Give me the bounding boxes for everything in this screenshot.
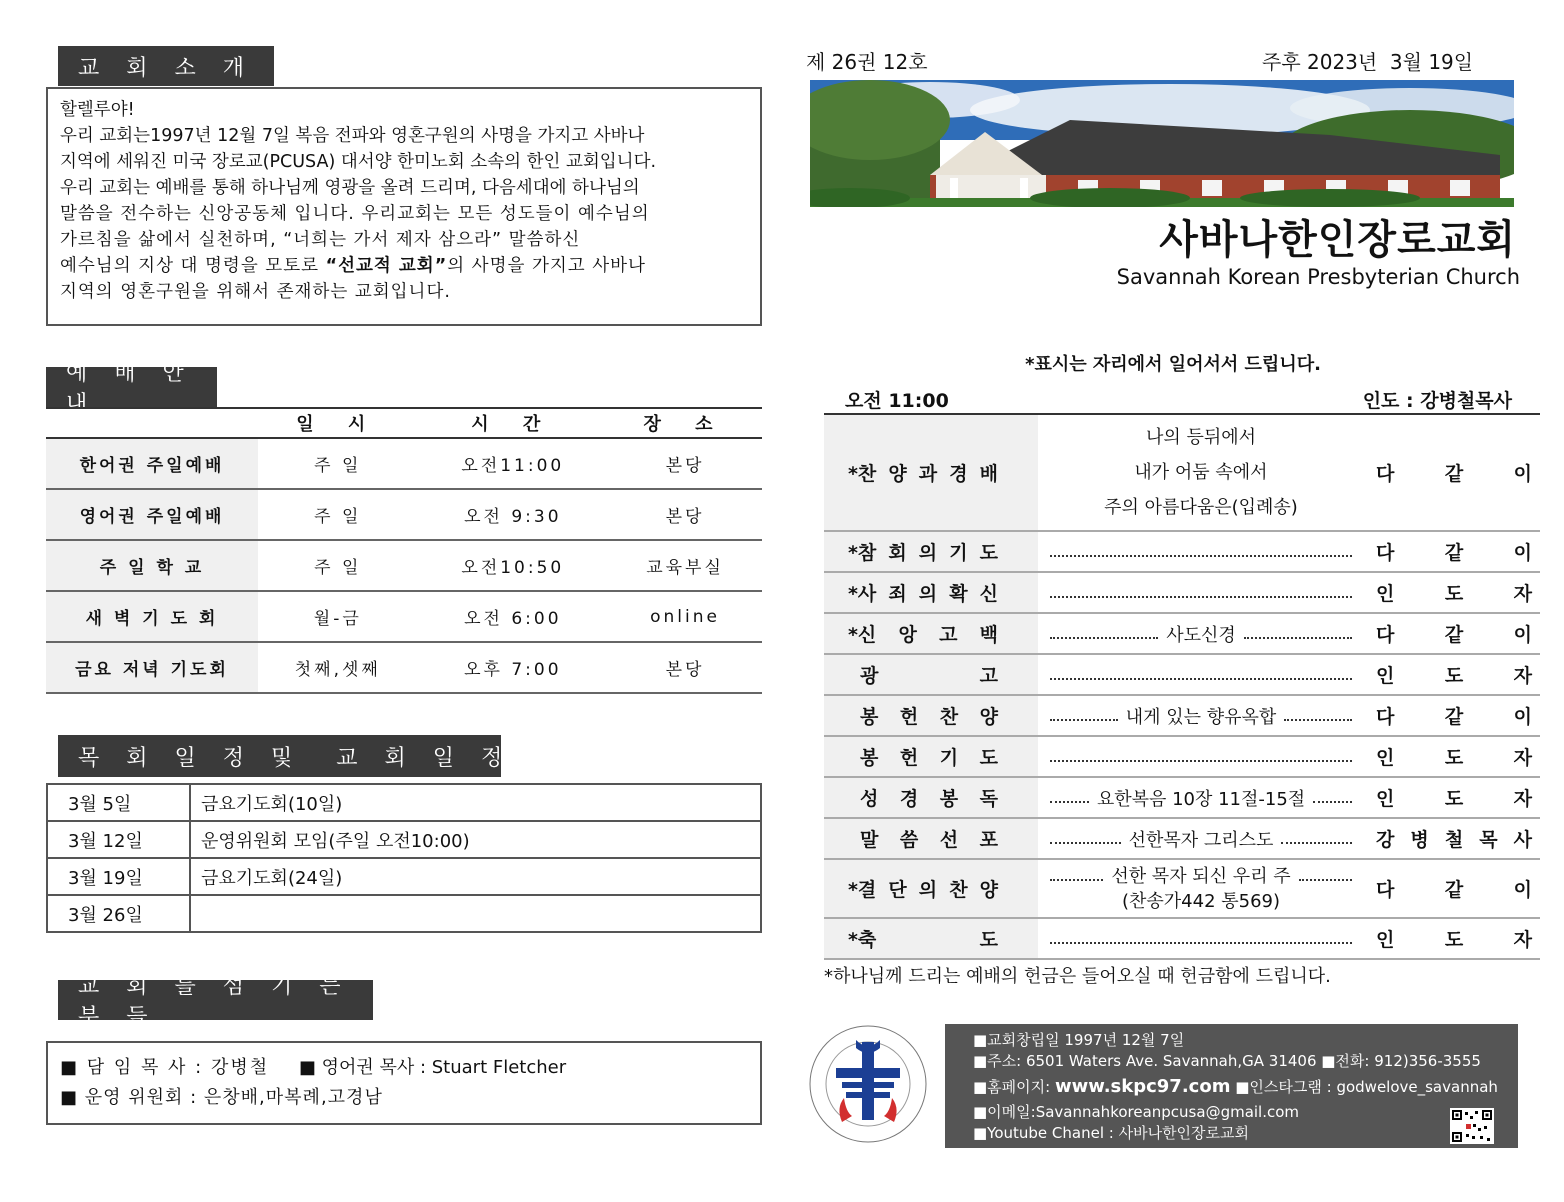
worship-name: 금요 저녁 기도회: [46, 642, 258, 693]
youtube-channel: ■Youtube Chanel : 사바나한인장로교회: [973, 1124, 1250, 1142]
worship-heading: 예 배 안 내: [46, 367, 217, 407]
church-name-korean: 사바나한인장로교회: [1159, 217, 1516, 263]
worship-place: 본당: [608, 489, 762, 540]
schedule-event: 운영위원회 모임(주일 오전10:00): [190, 821, 761, 858]
worship-time: 오전10:50: [418, 540, 609, 591]
email[interactable]: ■이메일:Savannahkoreanpcusa@gmail.com: [973, 1103, 1300, 1121]
worship-day: 첫째,셋째: [258, 642, 418, 693]
church-info-box: [945, 1024, 1518, 1148]
order-text: [1038, 918, 1364, 959]
worship-name: 주 일 학 교: [46, 540, 258, 591]
order-row: [824, 531, 1540, 572]
order-item: 봉 헌 찬 양: [824, 695, 1038, 736]
order-text: 사도신경: [1038, 613, 1364, 654]
homepage-instagram: ■홈페이지: www.skpc97.com ■인스타그램 : godwelove_savannah: [973, 1076, 1498, 1097]
servants-box: [46, 1041, 762, 1125]
intro-line: 가르침을 삶에서 실천하며, “너희는 가서 제자 삼으라” 말씀하신: [60, 230, 581, 250]
order-text: 요한복음 10장 11절-15절: [1038, 777, 1364, 818]
order-who: 다 같 이: [1364, 859, 1540, 918]
schedule-row: [47, 784, 761, 821]
order-who: 인 도 자: [1364, 572, 1540, 613]
order-row-praise: [824, 414, 1540, 531]
order-item: *찬 양 과 경 배: [824, 414, 1038, 531]
mission-emphasis: “선교적 교회”: [325, 256, 448, 276]
address-phone: ■주소: 6501 Waters Ave. Savannah,GA 31406 ■전화: 912)356-3555: [973, 1052, 1481, 1070]
order-row: [824, 613, 1540, 654]
order-item: 봉 헌 기 도: [824, 736, 1038, 777]
order-of-worship-table: [824, 413, 1540, 960]
service-leader: 인도 : 강병철목사: [1362, 390, 1512, 412]
order-who: 다 같 이: [1364, 695, 1540, 736]
order-item: *참 회 의 기 도: [824, 531, 1038, 572]
stand-note: *표시는 자리에서 일어서서 드립니다.: [1025, 354, 1321, 375]
issue-number: 제 26권 12호: [806, 50, 928, 74]
founded-date: ■교회창립일 1997년 12월 7일: [973, 1031, 1185, 1049]
praise-songs: [1038, 414, 1364, 531]
order-row: [824, 818, 1540, 859]
intro-line: 지역의 영혼구원을 위해서 존재하는 교회입니다.: [60, 282, 451, 302]
homepage-link[interactable]: www.skpc97.com: [1054, 1076, 1231, 1097]
schedule-row: [47, 895, 761, 932]
church-building-photo: [810, 80, 1514, 207]
order-who: 다 같 이: [1364, 531, 1540, 572]
worship-name: 한어권 주일예배: [46, 438, 258, 489]
order-row: [824, 859, 1540, 918]
schedule-row: [47, 821, 761, 858]
worship-day: 주 일: [258, 489, 418, 540]
order-item: *신 앙 고 백: [824, 613, 1038, 654]
servants-heading: 교 회 를 섬 기 는 분 들: [58, 980, 373, 1020]
order-row: [824, 918, 1540, 959]
worship-day: 월-금: [258, 591, 418, 642]
song: 내가 어둠 속에서: [1134, 462, 1268, 483]
worship-row: [46, 489, 762, 540]
order-item: *결 단 의 찬 양: [824, 859, 1038, 918]
order-item: 말 씀 선 포: [824, 818, 1038, 859]
intro-heading: 교 회 소 개: [58, 46, 274, 86]
worship-col-time: 시 간: [418, 408, 609, 438]
order-who: 다 같 이: [1364, 613, 1540, 654]
worship-time: 오전11:00: [418, 438, 609, 489]
worship-place: 본당: [608, 438, 762, 489]
order-who: 다 같 이: [1364, 414, 1540, 531]
schedule-table: [46, 783, 762, 933]
schedule-event: [190, 895, 761, 932]
schedule-date: 3월 5일: [47, 784, 190, 821]
worship-row: [46, 438, 762, 489]
order-who: 인 도 자: [1364, 736, 1540, 777]
offering-note: *하나님께 드리는 예배의 헌금은 들어오실 때 헌금함에 드립니다.: [824, 966, 1331, 987]
worship-place: online: [608, 591, 762, 642]
qr-code-icon: [1450, 1108, 1494, 1144]
order-row: [824, 695, 1540, 736]
worship-day: 주 일: [258, 438, 418, 489]
service-time: 오전 11:00: [845, 390, 949, 412]
schedule-heading: 목 회 일 정 및 교 회 일 정 안 내: [58, 735, 501, 777]
order-who: 인 도 자: [1364, 918, 1540, 959]
worship-place: 본당: [608, 642, 762, 693]
schedule-row: [47, 858, 761, 895]
order-item: 성 경 봉 독: [824, 777, 1038, 818]
song: 나의 등뒤에서: [1145, 427, 1257, 448]
schedule-event: 금요기도회(10일): [190, 784, 761, 821]
worship-row: [46, 591, 762, 642]
order-who: 인 도 자: [1364, 654, 1540, 695]
order-who: 인 도 자: [1364, 777, 1540, 818]
worship-col-day: 일 시: [258, 408, 418, 438]
schedule-event: 금요기도회(24일): [190, 858, 761, 895]
worship-name: 영어권 주일예배: [46, 489, 258, 540]
order-row: [824, 654, 1540, 695]
intro-box: [46, 87, 762, 326]
order-item: 광 고: [824, 654, 1038, 695]
committee: ■ 운영 위원회 : 은창배,마복례,고경남: [60, 1087, 383, 1108]
worship-name: 새 벽 기 도 회: [46, 591, 258, 642]
church-name-english: Savannah Korean Presbyterian Church: [1116, 265, 1520, 289]
order-text: [1038, 572, 1364, 613]
worship-day: 주 일: [258, 540, 418, 591]
worship-time: 오전 6:00: [418, 591, 609, 642]
intro-line: 예수님의 지상 대 명령을 모토로 “선교적 교회”의 사명을 가지고 사바나: [60, 256, 646, 276]
order-text: 선한 목자 되신 우리 주 (찬송가442 통569): [1038, 859, 1364, 918]
english-pastor: ■ 영어권 목사 : Stuart Fletcher: [298, 1057, 567, 1078]
worship-col-place: 장 소: [608, 408, 762, 438]
intro-line: 할렐루야!: [60, 100, 135, 120]
worship-table: [46, 407, 762, 694]
order-who: 강 병 철 목 사: [1364, 818, 1540, 859]
schedule-date: 3월 26일: [47, 895, 190, 932]
schedule-date: 3월 19일: [47, 858, 190, 895]
servants-line: [60, 1053, 748, 1083]
presbyterian-cross-logo-icon: [806, 1022, 930, 1146]
worship-row: [46, 540, 762, 591]
intro-line: 말씀을 전수하는 신앙공동체 입니다. 우리교회는 모든 성도들이 예수님의: [60, 204, 650, 224]
song: 주의 아름다움은(입례송): [1104, 497, 1298, 518]
order-row: [824, 572, 1540, 613]
order-text: [1038, 654, 1364, 695]
order-row: [824, 777, 1540, 818]
senior-pastor: ■ 담 임 목 사 : 강병철: [60, 1057, 270, 1078]
order-text: [1038, 531, 1364, 572]
intro-line: 우리 교회는 예배를 통해 하나님께 영광을 올려 드리며, 다음세대에 하나님의: [60, 178, 640, 198]
order-text: [1038, 736, 1364, 777]
worship-row: [46, 642, 762, 693]
schedule-date: 3월 12일: [47, 821, 190, 858]
order-item: *축 도: [824, 918, 1038, 959]
worship-col-blank: [46, 408, 258, 438]
worship-header-row: [46, 408, 762, 438]
order-text: 선한목자 그리스도: [1038, 818, 1364, 859]
worship-time: 오후 7:00: [418, 642, 609, 693]
order-row: [824, 736, 1540, 777]
bulletin-date: 주후 2023년 3월 19일: [1262, 50, 1474, 74]
worship-time: 오전 9:30: [418, 489, 609, 540]
intro-line: 지역에 세워진 미국 장로교(PCUSA) 대서양 한미노회 소속의 한인 교회입니다.: [60, 152, 657, 172]
order-item: *사 죄 의 확 신: [824, 572, 1038, 613]
worship-place: 교육부실: [608, 540, 762, 591]
intro-line: 우리 교회는1997년 12월 7일 복음 전파와 영혼구원의 사명을 가지고 사바나: [60, 126, 645, 146]
order-text: 내게 있는 향유옥합: [1038, 695, 1364, 736]
